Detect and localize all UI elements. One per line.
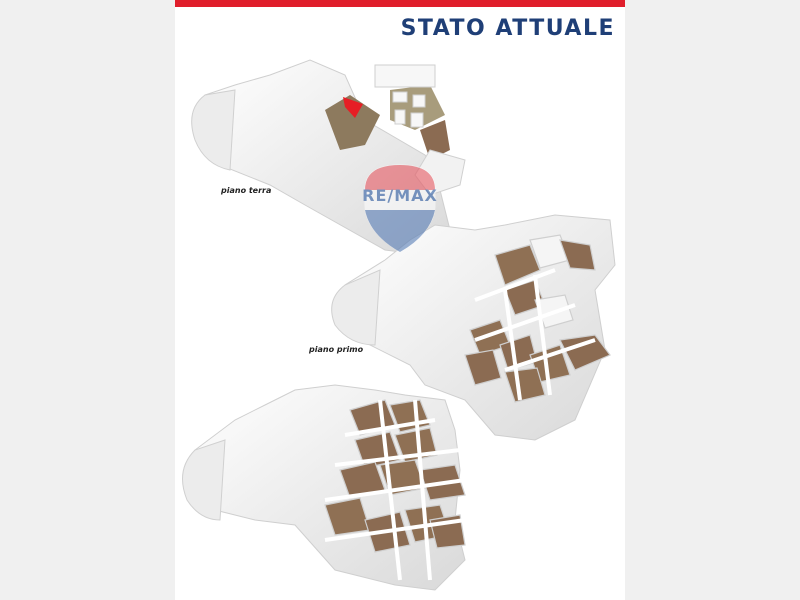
page-title: STATO ATTUALE (400, 16, 615, 41)
remax-watermark (355, 160, 445, 255)
watermark-text: RE/MAX (362, 186, 438, 205)
balloon-icon (355, 160, 445, 255)
document-page (175, 0, 625, 600)
floor-label-first: piano primo (309, 345, 364, 354)
floorplans-graphic (175, 0, 625, 600)
floorplan-second (183, 385, 466, 590)
floor-label-ground: piano terra (221, 186, 272, 195)
